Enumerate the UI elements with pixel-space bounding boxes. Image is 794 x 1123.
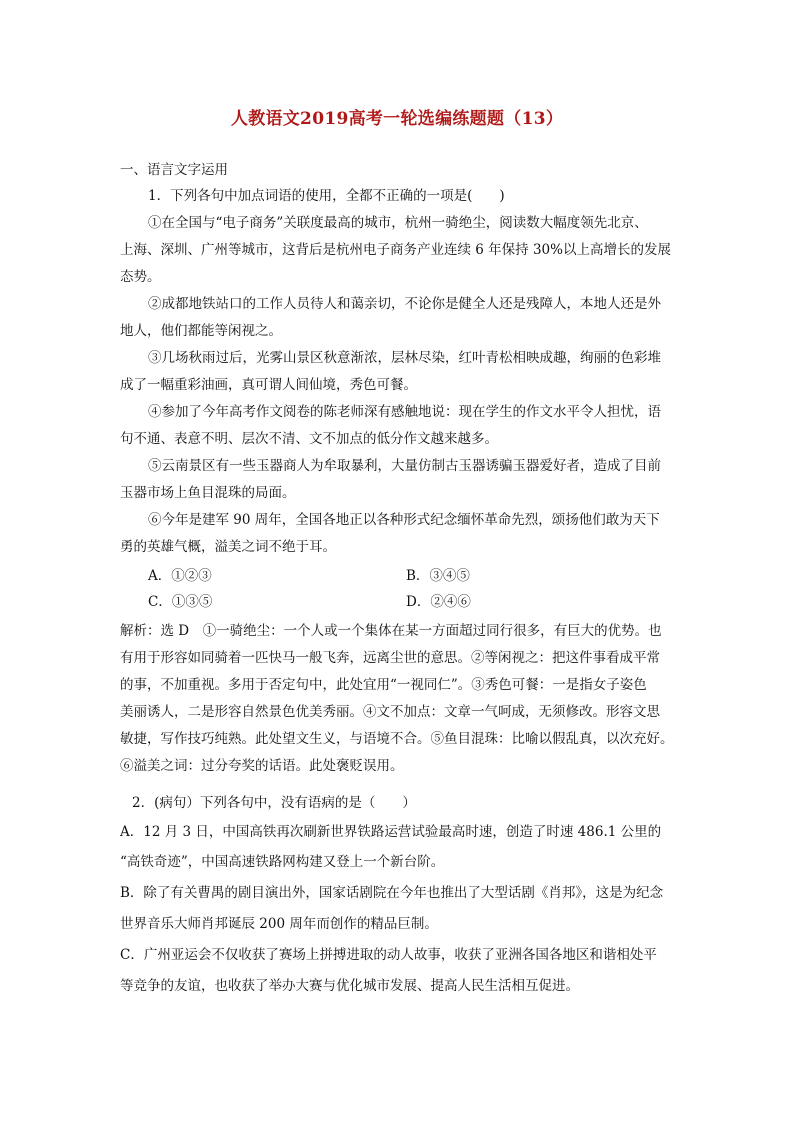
q1-item-5-line-1: ⑤云南景区有一些玉器商人为牟取暴利，大量仿制古玉器诱骗玉器爱好者，造成了目前: [148, 458, 661, 474]
q1-item-3-line-1: ③几场秋雨过后，光雾山景区秋意渐浓，层林尽染，红叶青松相映成趣，绚丽的色彩堆: [148, 350, 661, 366]
q1-item-6-line-1: ⑥今年是建军 90 周年，全国各地正以各种形式纪念缅怀革命先烈，颂扬他们敢为天下: [148, 512, 660, 528]
analysis-line-6: ⑥溢美之词：过分夸奖的话语。此处褒贬误用。: [120, 758, 404, 774]
analysis-line-5: 敏捷，写作技巧纯熟。此处望文生义，与语境不合。⑤鱼目混珠：比喻以假乱真，以次充好。: [120, 731, 674, 747]
q1-option-a: A．①②③: [148, 568, 212, 584]
q2-option-a-line-1: A．12 月 3 日，中国高铁再次刷新世界铁路运营试验最高时速，创造了时速 486.1 公里的: [120, 824, 662, 840]
section-heading: 一、语言文字运用: [120, 162, 228, 178]
q1-item-5-line-2: 玉器市场上鱼目混珠的局面。: [120, 485, 296, 501]
q1-item-2-line-2: 地人，他们都能等闲视之。: [120, 323, 282, 339]
q1-item-1-line-2: 上海、深圳、广州等城市，这背后是杭州电子商务产业连续 6 年保持 30%以上高增长的发展: [120, 242, 671, 258]
q1-item-1-line-1: ①在全国与“电子商务”关联度最高的城市，杭州一骑绝尘，阅读数大幅度领先北京、: [148, 215, 648, 231]
analysis-line-2: 有用于形容如同骑着一匹快马一般飞奔，远离尘世的意思。②等闲视之：把这件事看成平常: [120, 650, 660, 666]
question-2-stem: 2．(病句）下列各句中，没有语病的是（ ）: [132, 795, 416, 811]
q2-option-a-line-2: “高铁奇迹”，中国高速铁路网构建又登上一个新台阶。: [120, 854, 445, 870]
q2-option-c-line-2: 等竞争的友谊，也收获了举办大赛与优化城市发展、提高人民生活相互促进。: [120, 978, 579, 994]
q2-option-b-line-2: 世界音乐大师肖邦诞辰 200 周年而创作的精品巨制。: [120, 916, 438, 932]
analysis-line-1: 解析：选 D ①一骑绝尘：一个人或一个集体在某一方面超过同行很多，有巨大的优势。也: [120, 623, 662, 639]
q1-option-b: B．③④⑤: [406, 568, 470, 584]
q1-item-6-line-2: 勇的英雄气概，溢美之词不绝于耳。: [120, 539, 336, 555]
question-1-stem: 1．下列各句中加点词语的使用，全都不正确的一项是( ): [148, 188, 505, 204]
document-title: 人教语文2019高考一轮选编练题题（13）: [230, 109, 564, 129]
q1-item-1-line-3: 态势。: [120, 269, 161, 285]
q1-item-3-line-2: 成了一幅重彩油画，真可谓人间仙境，秀色可餐。: [120, 377, 417, 393]
analysis-line-3: 的事，不加重视。多用于否定句中，此处宜用“一视同仁”。③秀色可餐：一是指女子姿色: [120, 677, 647, 693]
q2-option-c-line-1: C．广州亚运会不仅收获了赛场上拼搏进取的动人故事，收获了亚洲各国各地区和谐相处平: [120, 947, 657, 963]
q1-option-c: C．①③⑤: [148, 594, 213, 610]
q1-item-2-line-1: ②成都地铁站口的工作人员待人和蔼亲切，不论你是健全人还是残障人，本地人还是外: [148, 296, 661, 312]
q1-item-4-line-2: 句不通、表意不明、层次不清、文不加点的低分作文越来越多。: [120, 431, 498, 447]
q1-option-d: D．②④⑥: [406, 594, 471, 610]
q2-option-b-line-1: B．除了有关曹禺的剧目演出外，国家话剧院在今年也推出了大型话剧《肖邦》，这是为纪念: [120, 885, 664, 901]
analysis-line-4: 美丽诱人，二是形容自然景色优美秀丽。④文不加点：文章一气呵成，无须修改。形容文思: [120, 704, 660, 720]
q1-item-4-line-1: ④参加了今年高考作文阅卷的陈老师深有感触地说：现在学生的作文水平令人担忧，语: [148, 404, 661, 420]
